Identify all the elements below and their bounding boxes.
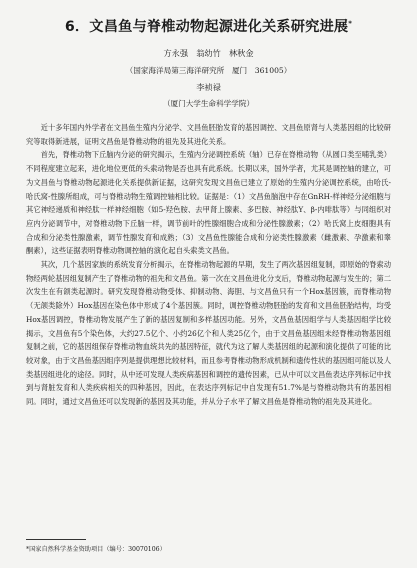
article-title [26, 16, 391, 36]
paragraph: 近十多年国内外学者在文昌鱼生殖内分泌学、文昌鱼胚胎发育的基因调控、文昌鱼原肾与人类基因组的比较研究等取得新进展，证明文昌鱼是脊椎动物的祖先及其进化关系。 [26, 123, 391, 146]
second-author-line: 李祯禄 [196, 82, 221, 92]
title-text: 6．文昌鱼与脊椎动物起源进化关系研究进展 [64, 19, 349, 35]
second-affiliation-line: （厦门大学生命科学学院） [162, 99, 255, 108]
footnote: *国家自然科学基金资助项目（编号：30070106） [26, 546, 166, 553]
paragraph: 其次，几个基因家族的系统发育分析揭示，在脊椎动物起源的早期，发生了两次基因组复制，即原始的脊索动物经两轮基因组复制产生了脊椎动物的祖先和文昌鱼。第一次在文昌鱼进化分支后，脊椎动物起源与发生的；第二次发生在有颌类起源时。研究发现脊椎动物受体、抑制动物、海胆、与文昌鱼只有一个Hox基因簇，而脊椎动物（无颌类除外）Hox基因在染色体中形成了4个基因簇。同时，调控脊椎动物胚胎的发育和文昌鱼胚胎结构，均受Hox基因调控，脊椎动物发展产生了新的基因复制和多样基因功能。另外，文昌鱼基因组学与人类基因组学比较揭示，文昌鱼有5个染色体，大约27.5亿个、小约26亿个和人类25亿个，由于文昌鱼基因组未经脊椎动物基因组复制之前，它的基因组保存脊椎动物血统共先的基因特征，就代为这了解人类基因组的起源和演化提供了可能的比较对象，由于文昌鱼基因组序列是提供理想比较材料，而且参考脊椎动物形成机制和遗传性状的基因组可能以及人类基因组进化的途径。同时，从中还可发现人类疾病基因和调控的遗传因素，已从中可以文昌鱼表达序列标记中找到与肾脏发育和人类疾病相关的四种基因，因此，在表达序列标记中自发现有51.7%是与脊椎动物共有的基因相同。同时，通过文昌鱼还可以发现新的基因及其功能，并从分子水平了解文昌鱼是脊椎动物的祖先及其进化。 [26, 260, 391, 407]
authors-line: 方永强 翁幼竹 林秋金 [163, 48, 254, 58]
footnote-marker: * [348, 19, 353, 28]
paragraph: 首先，脊椎动物下丘脑内分泌的研究揭示，生殖内分泌调控系统（轴）已存在脊椎动物（从圆口类至哺乳类）不同程度建立起来，进化地位更低的头索动物是否也具有此系统。长期以来，国外学者，尤其是调控轴的建立，可为文昌鱼与脊椎动物起源进化关系提供新证据，这研究发现文昌鱼已建立了原始的生殖内分泌调控系统，由哈氏-哈氏窝-性腺所组成，可与脊椎动物生殖调控轴相比较。证据是：（1）文昌鱼脑泡中存在GnRH-样神经分泌细胞与其它神经递质和神经肽一样神经细胞（如5-羟色胺、去甲肾上腺素、多巴胺、神经肽Y、β-内啡肽等）与同组织对应内分泌调节中，对脊椎动物下丘脑一样，调节前叶的性腺细胞合成和分泌性腺激素；（2）哈氏窝上皮细胞具有合成和分泌类性腺激素，调节性腺发育和成熟；（3）文昌鱼性腺能合成和分泌类性腺激素（雌激素、孕激素和睾酮素），这些证据表明脊椎动物调控轴的演化起自头索类文昌鱼。 [26, 150, 391, 256]
affiliation-line: （国家海洋局第三海洋研究所 厦门 361005） [125, 66, 292, 75]
footnote-divider [26, 539, 86, 540]
article-body [26, 121, 391, 409]
